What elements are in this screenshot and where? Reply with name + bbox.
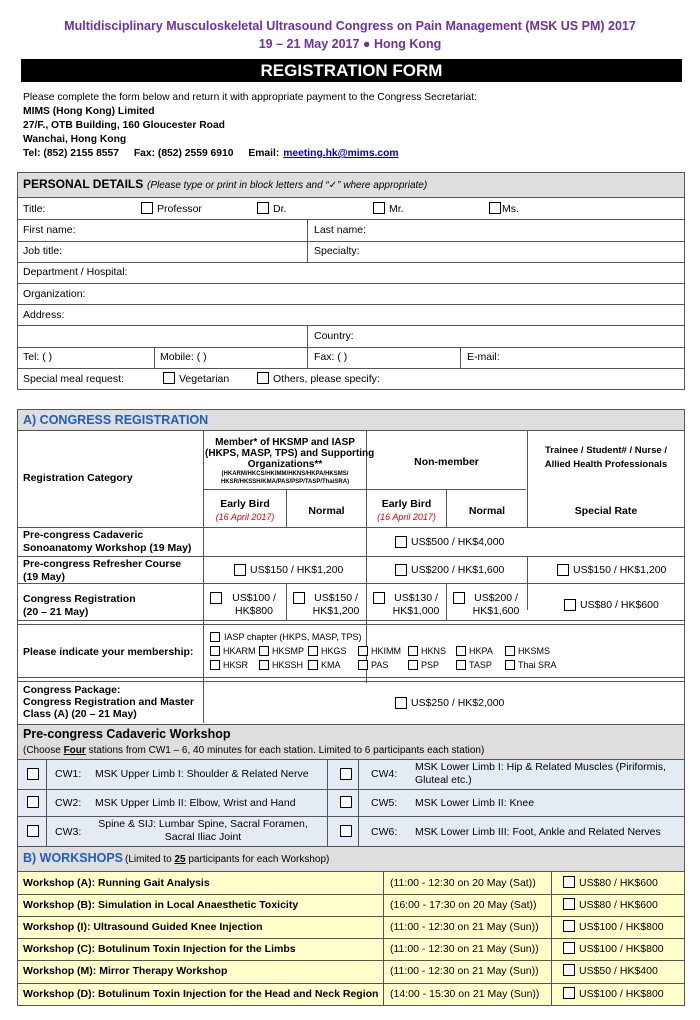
cw3-name: Spine & SIJ: Lumbar Spine, Sacral Foramen, Sacral Iliac Joint <box>98 818 308 843</box>
specialty-field[interactable]: Specialty: <box>314 245 360 257</box>
cadaveric-workshop-subheading <box>23 744 484 757</box>
workshop-b-checkbox[interactable] <box>563 898 575 910</box>
cr-member-early-checkbox[interactable] <box>210 592 222 604</box>
org-hkssh-checkbox[interactable] <box>259 660 269 670</box>
cw1-name: MSK Upper Limb I: Shoulder & Related Nerve <box>95 768 309 780</box>
trainee-column-header <box>528 444 684 472</box>
title-mr-label: Mr. <box>389 203 404 215</box>
cw1-code: CW1: <box>55 768 82 780</box>
secretariat-tel: Tel: (852) 2155 8557 <box>23 148 119 159</box>
form-title: REGISTRATION FORM <box>21 59 682 82</box>
workshop-d-time: (14:00 - 15:30 on 21 May (Sun)) <box>390 988 540 1000</box>
org-tasp-checkbox[interactable] <box>456 660 466 670</box>
cr-member-early-price <box>224 592 284 618</box>
congress-registration-section <box>17 409 685 725</box>
org-hkssh-label: HKSSH <box>272 660 304 670</box>
workshop-m-name: Workshop (M): Mirror Therapy Workshop <box>23 965 228 977</box>
package-line-1: Congress Package: <box>23 684 121 696</box>
congress-package-checkbox[interactable] <box>395 697 407 709</box>
cr-member-normal-checkbox[interactable] <box>293 592 305 604</box>
org-kma-checkbox[interactable] <box>308 660 318 670</box>
last-name-field[interactable]: Last name: <box>314 224 366 236</box>
meal-other-label: Others, please specify: <box>273 373 380 385</box>
org-hksr-checkbox[interactable] <box>210 660 220 670</box>
title-dr-checkbox[interactable] <box>257 202 269 214</box>
job-title-field[interactable]: Job title: <box>23 245 63 257</box>
workshop-c-checkbox[interactable] <box>563 942 575 954</box>
cr-nonmember-normal-price <box>467 592 525 618</box>
department-field[interactable]: Department / Hospital: <box>23 266 128 278</box>
workshop-i-time: (11:00 - 12:30 on 21 May (Sun)) <box>390 921 539 933</box>
cr-nonmember-normal-checkbox[interactable] <box>453 592 465 604</box>
meal-vegetarian-checkbox[interactable] <box>163 372 175 384</box>
member-header-line-1: Member* of HKSMP and IASP <box>215 437 355 448</box>
trainee-header-line-1: Trainee / Student# / Nurse / <box>545 445 667 456</box>
title-professor-label: Professor <box>157 203 202 215</box>
congress-package-label <box>23 684 194 720</box>
personal-details-note: (Please type or print in block letters and “✓” where appropriate) <box>147 180 428 191</box>
email-field[interactable]: E-mail: <box>467 351 500 363</box>
first-name-field[interactable]: First name: <box>23 224 76 236</box>
workshop-b-name: Workshop (B): Simulation in Local Anaesthetic Toxicity <box>23 899 299 911</box>
cadaveric-workshop-header <box>17 725 685 760</box>
secretariat-company: MIMS (Hong Kong) Limited <box>23 106 155 117</box>
package-line-2: Congress Registration and Master <box>23 696 194 708</box>
workshop-a-checkbox[interactable] <box>563 876 575 888</box>
precongress-cadaveric-checkbox[interactable] <box>395 536 407 548</box>
cw6-code: CW6: <box>371 826 398 838</box>
title-ms-label: Ms. <box>502 203 519 215</box>
refresher-nonmember-price: US$200 / HK$1,600 <box>411 564 505 576</box>
congress-registration-heading: A) CONGRESS REGISTRATION <box>23 413 209 427</box>
early-bird-date: (16 April 2017) <box>215 512 275 522</box>
org-hkgs-checkbox[interactable] <box>308 646 318 656</box>
fax-field[interactable]: Fax: ( ) <box>314 351 348 363</box>
org-tasp-label: TASP <box>469 660 492 670</box>
workshop-c-time: (11:00 - 12:30 on 21 May (Sun)) <box>390 943 539 955</box>
org-psp-label: PSP <box>421 660 440 670</box>
cw4-name: MSK Lower Limb I: Hip & Related Muscles (Piriformis, Gluteal etc.) <box>415 761 666 786</box>
secretariat-email-label: Email: <box>248 148 280 159</box>
org-hkgs-label: HKGS <box>321 646 347 656</box>
early-bird-label: Early Bird <box>381 498 432 510</box>
member-column-header <box>205 437 375 486</box>
meal-request-label: Special meal request: <box>23 373 124 385</box>
cw4-checkbox[interactable] <box>340 768 352 780</box>
workshop-c-name: Workshop (C): Botulinum Toxin Injection for the Limbs <box>23 943 296 955</box>
member-orgs-line-1: (HKARM/HKCS/HKIMM/HKNS/HKPA/HKSMS/ <box>221 471 349 477</box>
special-rate-header: Special Rate <box>574 505 638 517</box>
cr-member-normal-line-1: US$150 / <box>314 592 358 604</box>
cw3-code: CW3: <box>55 826 82 838</box>
org-pas-checkbox[interactable] <box>358 660 368 670</box>
workshops-note <box>125 853 329 866</box>
cr-nonmember-early-line-1: US$130 / <box>394 592 438 604</box>
org-kma-label: KMA <box>321 660 341 670</box>
intro-block <box>23 91 673 161</box>
cw5-checkbox[interactable] <box>340 796 352 808</box>
org-thaisra-label: Thai SRA <box>518 660 557 670</box>
title-mr-checkbox[interactable] <box>373 202 385 214</box>
mobile-field[interactable]: Mobile: ( ) <box>160 351 207 363</box>
early-bird-label: Early Bird <box>220 498 270 510</box>
workshop-b-price: US$80 / HK$600 <box>579 899 658 911</box>
secretariat-email-link[interactable]: meeting.hk@mims.com <box>283 148 399 159</box>
iasp-chapter-checkbox[interactable] <box>210 632 220 642</box>
early-bird-date: (16 April 2017) <box>377 512 436 522</box>
trainee-header-line-2: Allied Health Professionals <box>544 459 668 470</box>
cadaveric-workshop-heading: Pre-congress Cadaveric Workshop <box>23 727 231 741</box>
org-hkarm-checkbox[interactable] <box>210 646 220 656</box>
workshops-note-num: 25 <box>174 854 186 865</box>
org-hkimm-label: HKIMM <box>371 646 401 656</box>
congress-registration-label <box>23 593 136 619</box>
org-hkpa-label: HKPA <box>469 646 493 656</box>
personal-details-section <box>17 172 685 390</box>
nonmember-column-header: Non-member <box>414 456 479 468</box>
cr-trainee-checkbox[interactable] <box>564 599 576 611</box>
organization-field[interactable]: Organization: <box>23 288 86 300</box>
cw4-code: CW4: <box>371 768 398 780</box>
refresher-member-price: US$150 / HK$1,200 <box>250 564 344 576</box>
title-label: Title: <box>23 203 46 215</box>
cr-member-early-line-1: US$100 / <box>232 592 276 604</box>
precongress-cadaveric-line-1: Pre-congress Cadaveric <box>23 529 144 541</box>
workshops-note-post: participants for each Workshop) <box>185 854 330 865</box>
cadaveric-stations <box>17 759 685 847</box>
nonmember-early-bird-header <box>367 498 446 524</box>
membership-label: Please indicate your membership: <box>23 646 194 658</box>
workshop-d-name: Workshop (D): Botulinum Toxin Injection for the Head and Neck Region <box>23 988 379 1000</box>
cr-nonmember-early-checkbox[interactable] <box>373 592 385 604</box>
cr-nonmember-early-price <box>387 592 445 618</box>
org-hkns-label: HKNS <box>421 646 447 656</box>
cr-member-early-line-2: HK$800 <box>235 605 273 617</box>
workshop-b-time: (16:00 - 17:30 on 20 May (Sat)) <box>390 899 537 911</box>
workshop-m-checkbox[interactable] <box>563 964 575 976</box>
org-hksmp-checkbox[interactable] <box>259 646 269 656</box>
org-hksmp-label: HKSMP <box>272 646 305 656</box>
secretariat-address-1: 27/F., OTB Building, 160 Gloucester Road <box>23 120 225 131</box>
cw6-checkbox[interactable] <box>340 825 352 837</box>
nonmember-normal-header: Normal <box>468 505 506 517</box>
personal-details-header <box>18 173 684 198</box>
workshops-note-pre: (Limited to <box>125 854 175 865</box>
org-hksms-label: HKSMS <box>518 646 551 656</box>
workshop-m-time: (11:00 - 12:30 on 21 May (Sun)) <box>390 965 539 977</box>
org-hkns-checkbox[interactable] <box>408 646 418 656</box>
refresher-trainee-price: US$150 / HK$1,200 <box>573 564 667 576</box>
member-header-line-2: (HKPS, MASP, TPS) and Supporting <box>205 448 375 459</box>
workshop-a-time: (11:00 - 12:30 on 20 May (Sat)) <box>390 877 536 889</box>
precongress-cadaveric-price: US$500 / HK$4,000 <box>411 536 505 548</box>
meal-other-checkbox[interactable] <box>257 372 269 384</box>
refresher-line-2: (19 May) <box>23 571 66 583</box>
cr-trainee-price: US$80 / HK$600 <box>580 599 659 611</box>
workshops-table <box>17 871 685 1006</box>
workshop-i-name: Workshop (I): Ultrasound Guided Knee Injection <box>23 921 263 933</box>
org-hksms-checkbox[interactable] <box>505 646 515 656</box>
org-psp-checkbox[interactable] <box>408 660 418 670</box>
workshop-m-price: US$50 / HK$400 <box>579 965 658 977</box>
workshops-header <box>17 847 685 872</box>
refresher-line-1: Pre-congress Refresher Course <box>23 558 182 570</box>
secretariat-fax: Fax: (852) 2559 6910 <box>133 148 234 159</box>
member-orgs-line-2: HKSR/HKSSH/KMA/PAS/PSP/TASP/ThaiSRA) <box>220 479 350 485</box>
cadaveric-sub-bold: Four <box>63 745 86 756</box>
cadaveric-sub-post: stations from CW1 – 6, 40 minutes for each station. Limited to 6 participants each station) <box>85 745 485 756</box>
workshop-d-checkbox[interactable] <box>563 987 575 999</box>
org-pas-label: PAS <box>371 660 389 670</box>
refresher-course-label <box>23 558 181 584</box>
congress-dates: 19 – 21 May 2017 ● Hong Kong <box>258 37 442 51</box>
workshop-i-price: US$100 / HK$800 <box>579 921 664 933</box>
cw5-name: MSK Lower Limb II: Knee <box>415 797 535 809</box>
member-early-bird-header <box>204 498 286 524</box>
refresher-nonmember-checkbox[interactable] <box>395 564 407 576</box>
cw6-name: MSK Lower Limb III: Foot, Ankle and Related Nerves <box>415 826 661 838</box>
workshop-d-price: US$100 / HK$800 <box>579 988 664 1000</box>
title-dr-label: Dr. <box>273 203 287 215</box>
precongress-cadaveric-line-2: Sonoanatomy Workshop (19 May) <box>23 542 192 554</box>
workshop-c-price: US$100 / HK$800 <box>579 943 664 955</box>
congress-package-price: US$250 / HK$2,000 <box>411 697 505 709</box>
workshop-a-price: US$80 / HK$600 <box>579 877 658 889</box>
congress-title: Multidisciplinary Musculoskeletal Ultrasound Congress on Pain Management (MSK US PM) 2017 <box>64 19 636 33</box>
member-header-line-3: Organizations** <box>247 459 323 470</box>
org-hkarm-label: HKARM <box>223 646 256 656</box>
address-field[interactable]: Address: <box>23 309 65 321</box>
org-hkpa-checkbox[interactable] <box>456 646 466 656</box>
workshop-i-checkbox[interactable] <box>563 920 575 932</box>
workshops-heading: B) WORKSHOPS <box>23 851 123 865</box>
refresher-member-checkbox[interactable] <box>234 564 246 576</box>
cr-nonmember-early-line-2: HK$1,000 <box>392 605 440 617</box>
member-normal-header: Normal <box>308 505 345 517</box>
cr-nonmember-normal-line-1: US$200 / <box>474 592 518 604</box>
congress-reg-line-2: (20 – 21 May) <box>23 606 89 618</box>
org-thaisra-checkbox[interactable] <box>505 660 515 670</box>
title-professor-checkbox[interactable] <box>141 202 153 214</box>
personal-details-heading: PERSONAL DETAILS <box>23 177 144 191</box>
org-hksr-label: HKSR <box>223 660 249 670</box>
cw2-code: CW2: <box>55 797 82 809</box>
cw2-name: MSK Upper Limb II: Elbow, Wrist and Hand <box>95 797 296 809</box>
org-hkimm-checkbox[interactable] <box>358 646 368 656</box>
congress-reg-line-1: Congress Registration <box>23 593 136 605</box>
cw2-checkbox[interactable] <box>27 796 39 808</box>
workshop-a-name: Workshop (A): Running Gait Analysis <box>23 877 210 889</box>
cr-member-normal-price <box>307 592 365 618</box>
cadaveric-sub-pre: (Choose <box>23 745 64 756</box>
precongress-cadaveric-label <box>23 529 191 555</box>
country-field[interactable]: Country: <box>314 330 354 342</box>
registration-category-label: Registration Category <box>23 472 133 484</box>
cw3-checkbox[interactable] <box>27 825 39 837</box>
cw1-checkbox[interactable] <box>27 768 39 780</box>
refresher-trainee-checkbox[interactable] <box>557 564 569 576</box>
package-line-3: Class (A) (20 – 21 May) <box>23 708 137 720</box>
secretariat-contact <box>23 147 673 161</box>
intro-instruction: Please complete the form below and return it with appropriate payment to the Congress Secretariat: <box>23 92 477 103</box>
tel-field[interactable]: Tel: ( ) <box>23 351 53 363</box>
cr-nonmember-normal-line-2: HK$1,600 <box>472 605 520 617</box>
cr-member-normal-line-2: HK$1,200 <box>312 605 360 617</box>
title-ms-checkbox[interactable] <box>489 202 501 214</box>
cw5-code: CW5: <box>371 797 398 809</box>
congress-registration-header <box>18 410 684 431</box>
iasp-chapter-label: IASP chapter (HKPS, MASP, TPS) <box>224 632 362 642</box>
secretariat-address-2: Wanchai, Hong Kong <box>23 134 127 145</box>
meal-vegetarian-label: Vegetarian <box>179 373 230 385</box>
